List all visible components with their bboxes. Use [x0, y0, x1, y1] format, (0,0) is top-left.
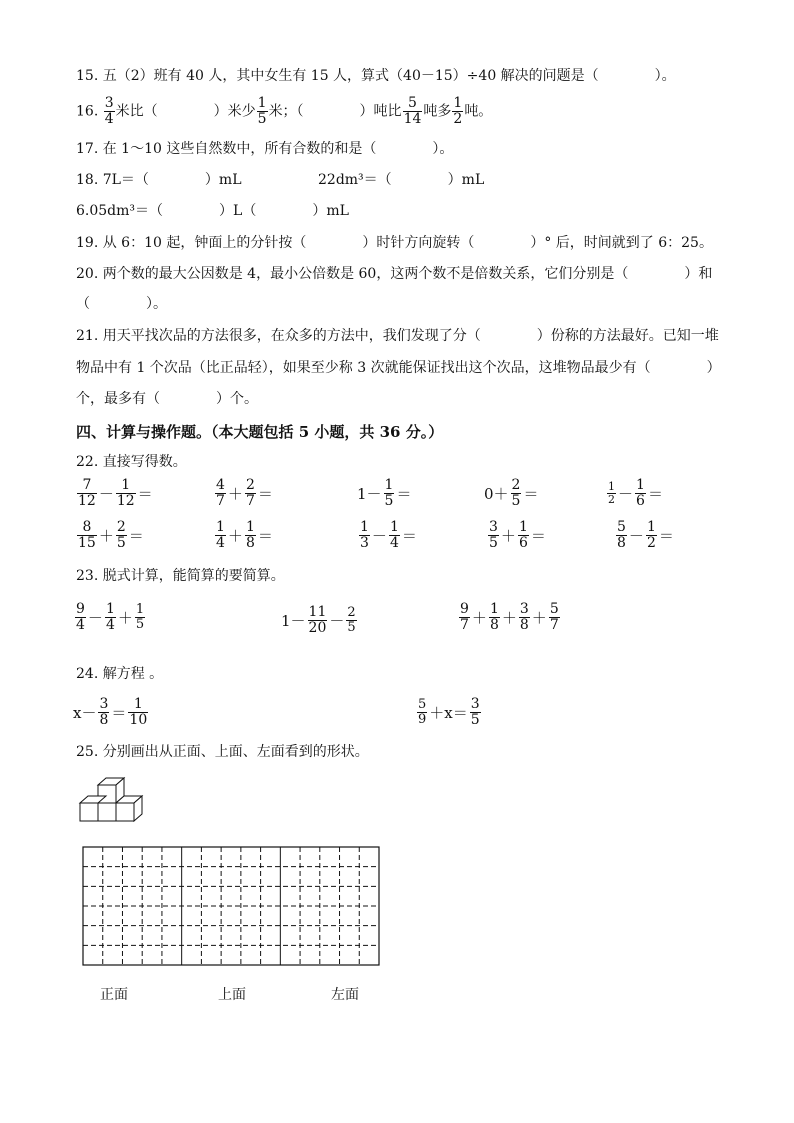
question-19: 19. 从 6：10 起，钟面上的分针按（ ）时针方向旋转（ ）° 后，时间就到了 6：25。	[76, 235, 713, 251]
fraction: $\frac{1}{8}$	[489, 601, 499, 633]
q24-equation: x－ $\frac{3}{8}$ ＝ $\frac{1}{10}$	[73, 696, 148, 728]
fraction: $\frac{3}{5}$	[470, 696, 480, 728]
fraction: $\frac{8}{15}$	[78, 519, 96, 551]
view-label-top: 上面	[218, 987, 246, 1003]
fraction: $\frac{1}{4}$	[105, 601, 115, 633]
fraction: $\frac{5}{9}$	[418, 697, 427, 727]
section-heading: 四、计算与操作题。（本大题包括 5 小题，共 36 分。）	[76, 423, 444, 441]
fraction: $\frac{5}{8}$	[617, 519, 626, 551]
q22-expression: $\frac{3}{5}$ ＋ $\frac{1}{6}$ ＝	[489, 519, 546, 551]
fraction: $\frac{1}{10}$	[129, 696, 148, 728]
fraction: $\frac{1}{8}$	[245, 519, 255, 551]
fraction: $\frac{1}{12}$	[116, 477, 135, 509]
fraction: $\frac{5}{7}$	[549, 601, 559, 633]
q22-expression: $\frac{1}{2}$ － $\frac{1}{6}$ ＝	[608, 477, 663, 509]
cube-stack-figure	[74, 774, 144, 822]
q22-expression: $\frac{1}{3}$ － $\frac{1}{4}$ ＝	[360, 519, 417, 551]
question-18b: 22dm³＝（ ）mL	[318, 172, 485, 188]
q22-expression: $\frac{1}{4}$ ＋ $\frac{1}{8}$ ＝	[216, 519, 273, 551]
question-18a: 18. 7L＝（ ）mL	[76, 172, 242, 188]
question-15: 15. 五（2）班有 40 人，其中女生有 15 人，算式（40－15）÷40 解决的问题是（ ）。	[76, 68, 676, 84]
view-label-left: 左面	[331, 987, 359, 1003]
q22-expression: $\frac{4}{7}$ ＋ $\frac{2}{7}$ ＝	[216, 477, 273, 509]
fraction: $\frac{2}{7}$	[245, 477, 255, 509]
fraction: $\frac{1}{6}$	[518, 519, 528, 551]
question-25: 25. 分别画出从正面、上面、左面看到的形状。	[76, 744, 369, 760]
q22-expression: $\frac{5}{8}$ － $\frac{1}{2}$ ＝	[617, 519, 674, 551]
fraction: $\frac{3}{4}$	[104, 95, 114, 127]
view-label-front: 正面	[100, 987, 128, 1003]
q24-equation: $\frac{5}{9}$ ＋x＝ $\frac{3}{5}$	[418, 696, 480, 728]
q23-expression: $\frac{9}{7}$ ＋ $\frac{1}{8}$ ＋ $\frac{3}{8}$ ＋ $\frac{5}{7}$	[460, 601, 559, 633]
fraction: $\frac{1}{2}$	[453, 95, 463, 127]
fraction: $\frac{3}{8}$	[99, 696, 109, 728]
fraction: $\frac{4}{7}$	[216, 477, 225, 509]
question-18c: 6.05dm³＝（ ）L（ ）mL	[76, 203, 349, 219]
question-22: 22. 直接写得数。	[76, 454, 187, 470]
fraction: $\frac{3}{8}$	[519, 601, 529, 633]
fraction: $\frac{7}{12}$	[78, 477, 96, 509]
fraction: $\frac{1}{2}$	[608, 480, 615, 506]
fraction: $\frac{1}{5}$	[257, 95, 267, 127]
question-17: 17. 在 1～10 这些自然数中，所有合数的和是（ ）。	[76, 141, 454, 157]
fraction: $\frac{2}{5}$	[511, 477, 521, 509]
question-20-line1: 20. 两个数的最大公因数是 4，最小公倍数是 60，这两个数不是倍数关系，它们分别是（ ）和	[76, 266, 713, 282]
q23-expression: 1－ $\frac{11}{20}$ － $\frac{2}{5}$	[281, 604, 356, 636]
q23-expression: $\frac{9}{4}$ － $\frac{1}{4}$ ＋ $\frac{1}{5}$	[76, 601, 145, 633]
fraction: $\frac{9}{7}$	[460, 601, 469, 633]
question-21-line2: 物品中有 1 个次品（比正品轻），如果至少称 3 次就能保证找出这个次品，这堆物品最少有（ ）	[76, 360, 721, 376]
fraction: $\frac{1}{2}$	[646, 519, 656, 551]
q22-expression: 1－ $\frac{1}{5}$ ＝	[357, 477, 412, 509]
question-number: 16.	[76, 103, 99, 120]
question-21-line3: 个，最多有（ ）个。	[76, 391, 258, 407]
question-21-line1: 21. 用天平找次品的方法很多，在众多的方法中，我们发现了分（ ）份称的方法最好。已知一堆	[76, 328, 719, 344]
question-16: 16. $\frac{3}{4}$ 米比（ ）米少 $\frac{1}{5}$ 米；（ ）吨比 $\frac{5}{14}$ 吨多 $\frac{1}{2}$ 吨。	[76, 95, 493, 127]
fraction: $\frac{5}{14}$	[403, 95, 422, 127]
fraction: $\frac{2}{5}$	[116, 519, 126, 551]
fraction: $\frac{1}{5}$	[135, 602, 145, 632]
fraction: $\frac{1}{4}$	[389, 519, 399, 551]
fraction: $\frac{1}{4}$	[216, 519, 225, 551]
question-23: 23. 脱式计算，能简算的要简算。	[76, 568, 285, 584]
fraction: $\frac{3}{5}$	[489, 519, 498, 551]
drawing-grid[interactable]	[82, 846, 380, 966]
q22-expression: $\frac{8}{15}$ ＋ $\frac{2}{5}$ ＝	[78, 519, 144, 551]
fraction: $\frac{11}{20}$	[308, 604, 327, 636]
fraction: $\frac{2}{5}$	[347, 605, 356, 635]
q22-expression: $\frac{7}{12}$ － $\frac{1}{12}$ ＝	[78, 477, 153, 509]
fraction: $\frac{1}{5}$	[384, 477, 394, 509]
fraction: $\frac{1}{3}$	[360, 519, 369, 551]
question-20-line2: （ ）。	[76, 296, 167, 312]
q22-expression: 0＋ $\frac{2}{5}$ ＝	[484, 477, 539, 509]
fraction: $\frac{1}{6}$	[636, 477, 645, 509]
question-24: 24. 解方程 。	[76, 666, 164, 682]
fraction: $\frac{9}{4}$	[76, 601, 85, 633]
